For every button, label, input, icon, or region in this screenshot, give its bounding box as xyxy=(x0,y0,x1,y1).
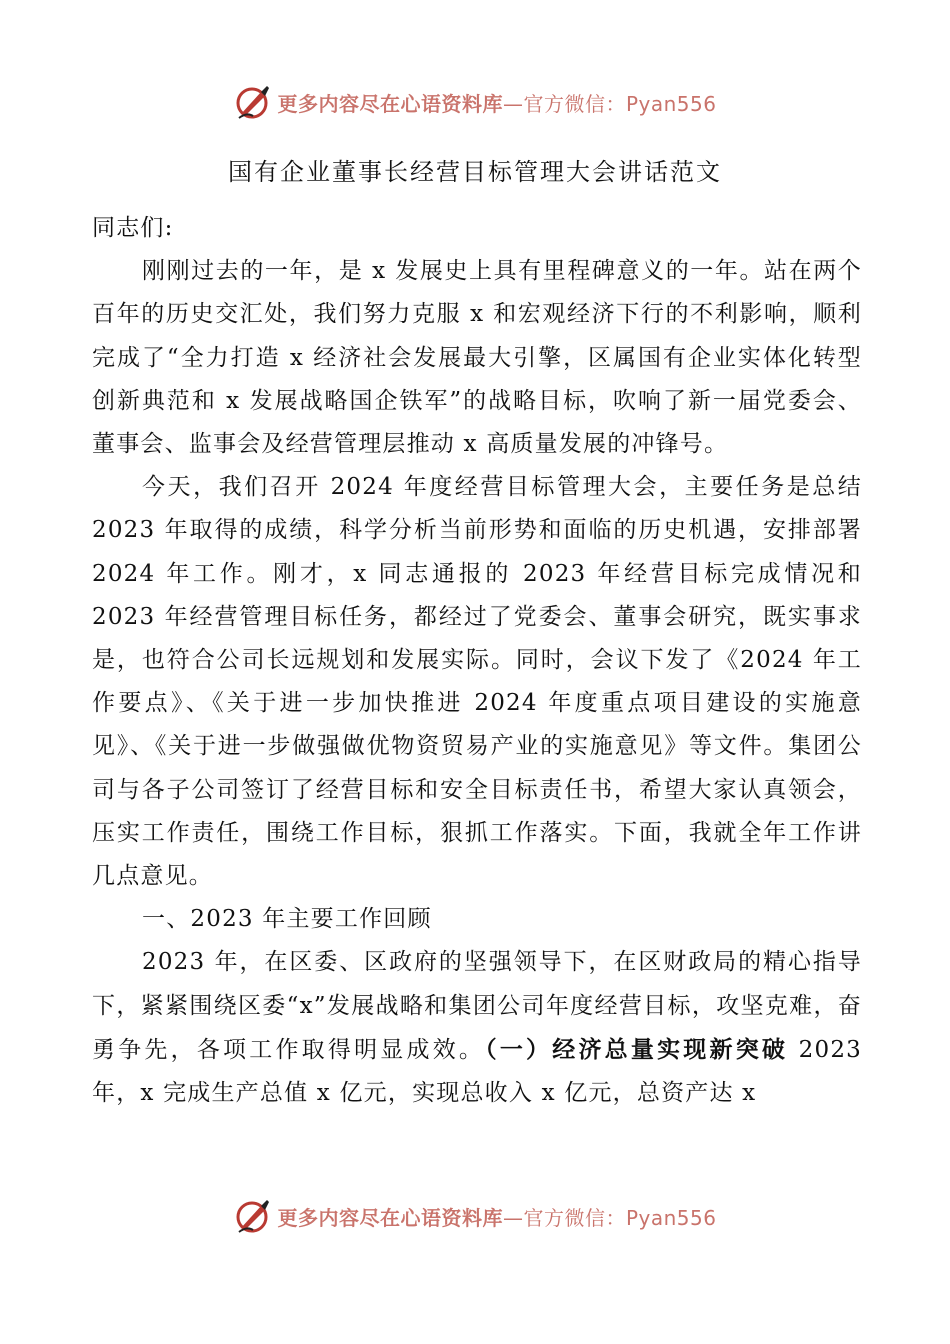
subheading-economic-total: （一）经济总量实现新突破 xyxy=(485,1035,789,1063)
section-heading-1: 一、2023 年主要工作回顾 xyxy=(142,906,432,933)
salutation: 同志们: xyxy=(92,215,174,241)
document-title: 国有企业董事长经营目标管理大会讲话范文 xyxy=(228,158,722,186)
watermark-text xyxy=(277,1202,716,1231)
watermark-main: 更多内容尽在心语资料库 xyxy=(277,91,503,116)
watermark-main: 更多内容尽在心语资料库 xyxy=(277,1205,503,1230)
header-watermark xyxy=(0,82,950,122)
watermark-sub: —官方微信：Pyan556 xyxy=(502,91,717,116)
paragraph-1: 刚刚过去的一年，是 x 发展史上具有里程碑意义的一年。站在两个百年的历史交汇处，我们努力克服 x 和宏观经济下行的不利影响，顺利完成了“全力打造 x 经济社会发展最大引擎，区属国有企业实体化转型创新典范和 x 发展战略国企铁军”的战略目标，吹响了新一届党委会、董事会、监事会及经营管理层推动 x 高质量发展的冲锋号。 xyxy=(92,258,862,458)
footer-watermark xyxy=(0,1196,950,1236)
document-body xyxy=(92,207,862,1115)
paragraph-3-start: 2023 年，在区委、区政府的坚强领导下，在区财政局的精心指导下，紧紧围绕区委“x”发展战略和集团公司年度经营目标，攻坚克难，奋勇争先，各项工作取得明显成效。 xyxy=(92,949,862,1063)
pen-logo-icon xyxy=(233,1196,273,1236)
pen-logo-icon xyxy=(233,82,273,122)
paragraph-2: 今天，我们召开 2024 年度经营目标管理大会，主要任务是总结 2023 年取得的成绩，科学分析当前形势和面临的历史机遇，安排部署 2024 年工作。刚才，x 同志通报的 2023 年经营目标完成情况和 2023 年经营管理目标任务，都经过了党委会、董事会研究，既实事求是，也符合公司长远规划和发展实际。同时，会议下发了《2024 年工作要点》、《关于进一步加快推进 2024 年度重点项目建设的实施意见》、《关于进一步做强做优物资贸易产业的实施意见》等文件。集团公司与各子公司签订了经营目标和安全目标责任书，希望大家认真领会，压实工作责任，围绕工作目标，狠抓工作落实。下面，我就全年工作讲几点意见。 xyxy=(92,474,862,890)
watermark-text xyxy=(277,88,716,117)
paragraph-3-end: 2023 年，x 完成生产总值 x 亿元，实现总收入 x 亿元，总资产达 x xyxy=(92,1036,863,1107)
paragraph-3 xyxy=(92,941,862,1115)
watermark-sub: —官方微信：Pyan556 xyxy=(502,1205,717,1230)
